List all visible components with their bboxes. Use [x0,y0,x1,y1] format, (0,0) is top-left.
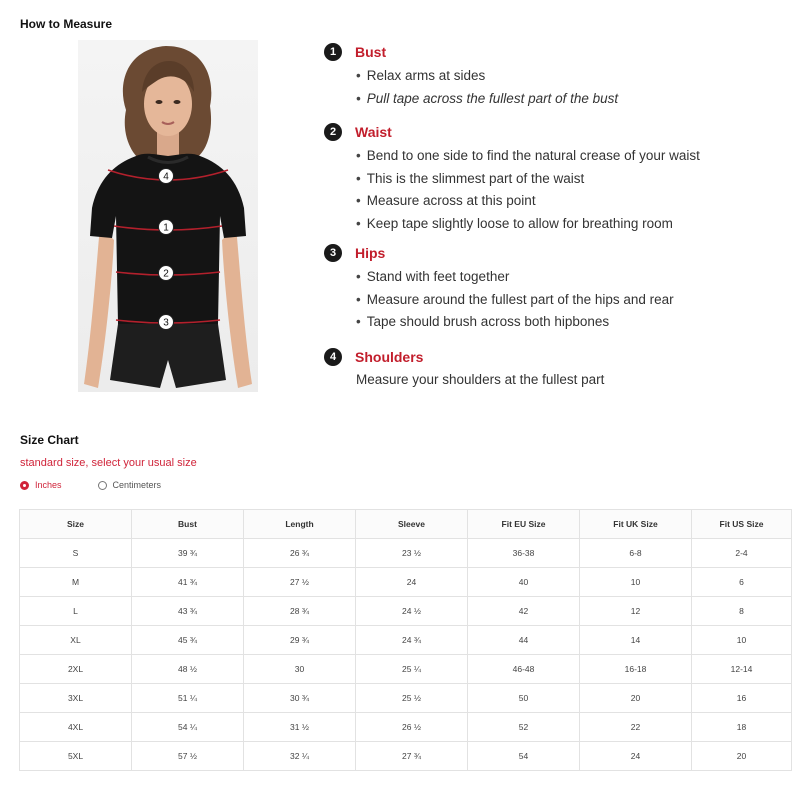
column-header: Sleeve [356,510,468,539]
unit-option-centimeters[interactable] [98,480,162,490]
unit-option-inches[interactable] [20,480,62,490]
table-cell: S [20,539,132,568]
table-row [20,539,792,568]
table-cell: 32 ¼ [244,742,356,771]
table-header-row [20,510,792,539]
table-cell: 25 ½ [356,684,468,713]
table-cell: 43 ¾ [132,597,244,626]
table-cell: 14 [580,626,692,655]
svg-text:2: 2 [163,268,169,280]
step-title: Waist [355,124,392,140]
step-number-badge: 4 [324,348,342,366]
table-cell: 23 ½ [356,539,468,568]
table-cell: 46-48 [468,655,580,684]
step-title: Hips [355,245,386,261]
step-shoulders [324,347,784,391]
table-cell: 24 ½ [356,597,468,626]
svg-text:3: 3 [163,317,169,329]
table-row [20,626,792,655]
table-cell: 5XL [20,742,132,771]
table-cell: 57 ½ [132,742,244,771]
step-number-badge: 1 [324,43,342,61]
table-cell: 54 [468,742,580,771]
table-cell: 48 ½ [132,655,244,684]
table-cell: 42 [468,597,580,626]
size-table [19,509,792,771]
table-cell: 54 ¼ [132,713,244,742]
table-cell: 3XL [20,684,132,713]
table-cell: XL [20,626,132,655]
table-cell: 52 [468,713,580,742]
table-cell: L [20,597,132,626]
table-cell: 25 ¼ [356,655,468,684]
table-cell: 45 ¾ [132,626,244,655]
table-cell: 2-4 [692,539,792,568]
size-chart-title: Size Chart [20,433,79,447]
table-cell: 28 ¾ [244,597,356,626]
table-cell: 30 ¾ [244,684,356,713]
table-cell: 20 [580,684,692,713]
step-title: Shoulders [355,349,424,365]
column-header: Fit EU Size [468,510,580,539]
table-cell: 27 ½ [244,568,356,597]
step-item: • Stand with feet together [356,266,784,289]
table-cell: 50 [468,684,580,713]
svg-text:4: 4 [163,171,169,183]
table-cell: 26 ¾ [244,539,356,568]
marker-2-icon [159,266,174,281]
table-cell: 27 ¾ [356,742,468,771]
step-item: • This is the slimmest part of the waist [356,168,784,191]
table-cell: 18 [692,713,792,742]
measure-steps [324,42,784,391]
marker-1-icon [159,220,174,235]
table-cell: 8 [692,597,792,626]
svg-text:1: 1 [163,222,169,234]
table-cell: 51 ¼ [132,684,244,713]
table-row [20,742,792,771]
table-cell: 24 [356,568,468,597]
table-cell: 22 [580,713,692,742]
table-cell: 39 ¾ [132,539,244,568]
step-bust [324,42,784,122]
radio-unselected-icon[interactable] [98,481,107,490]
how-to-measure-title: How to Measure [20,17,113,31]
column-header: Size [20,510,132,539]
table-cell: 24 [580,742,692,771]
table-row [20,655,792,684]
table-row [20,597,792,626]
table-cell: 31 ½ [244,713,356,742]
step-item: • Relax arms at sides [356,65,784,88]
step-item: • Measure across at this point [356,190,784,213]
table-cell: 6 [692,568,792,597]
table-cell: 20 [692,742,792,771]
step-item: • Measure around the fullest part of the hips and rear [356,289,784,312]
table-row [20,684,792,713]
step-number-badge: 3 [324,244,342,262]
unit-label: Inches [35,480,62,490]
table-cell: 12 [580,597,692,626]
table-cell: 16-18 [580,655,692,684]
step-item: • Tape should brush across both hipbones [356,311,784,334]
table-cell: 41 ¾ [132,568,244,597]
marker-3-icon [159,315,174,330]
unit-label: Centimeters [112,480,162,490]
column-header: Fit UK Size [580,510,692,539]
radio-selected-icon[interactable] [20,481,29,490]
table-cell: 29 ¾ [244,626,356,655]
table-cell: 26 ½ [356,713,468,742]
column-header: Fit US Size [692,510,792,539]
table-cell: 10 [692,626,792,655]
table-cell: 24 ¾ [356,626,468,655]
table-row [20,568,792,597]
step-item: • Pull tape across the fullest part of the bust [356,88,784,111]
step-item: • Bend to one side to find the natural crease of your waist [356,145,784,168]
unit-toggle [20,478,161,492]
model-photo [78,40,258,392]
table-cell: 12-14 [692,655,792,684]
step-item: • Keep tape slightly loose to allow for breathing room [356,213,784,236]
table-cell: 6-8 [580,539,692,568]
table-cell: 10 [580,568,692,597]
column-header: Bust [132,510,244,539]
step-hips [324,243,784,347]
step-title: Bust [355,44,387,60]
table-cell: 30 [244,655,356,684]
size-chart-subtitle: standard size, select your usual size [20,457,197,469]
step-number-badge: 2 [324,123,342,141]
table-cell: 44 [468,626,580,655]
table-cell: 40 [468,568,580,597]
table-row [20,713,792,742]
step-waist [324,122,784,243]
table-cell: 36-38 [468,539,580,568]
table-cell: M [20,568,132,597]
table-cell: 16 [692,684,792,713]
step-text: Measure your shoulders at the fullest part [356,372,605,387]
marker-4-icon [159,169,174,184]
table-cell: 2XL [20,655,132,684]
table-cell: 4XL [20,713,132,742]
column-header: Length [244,510,356,539]
